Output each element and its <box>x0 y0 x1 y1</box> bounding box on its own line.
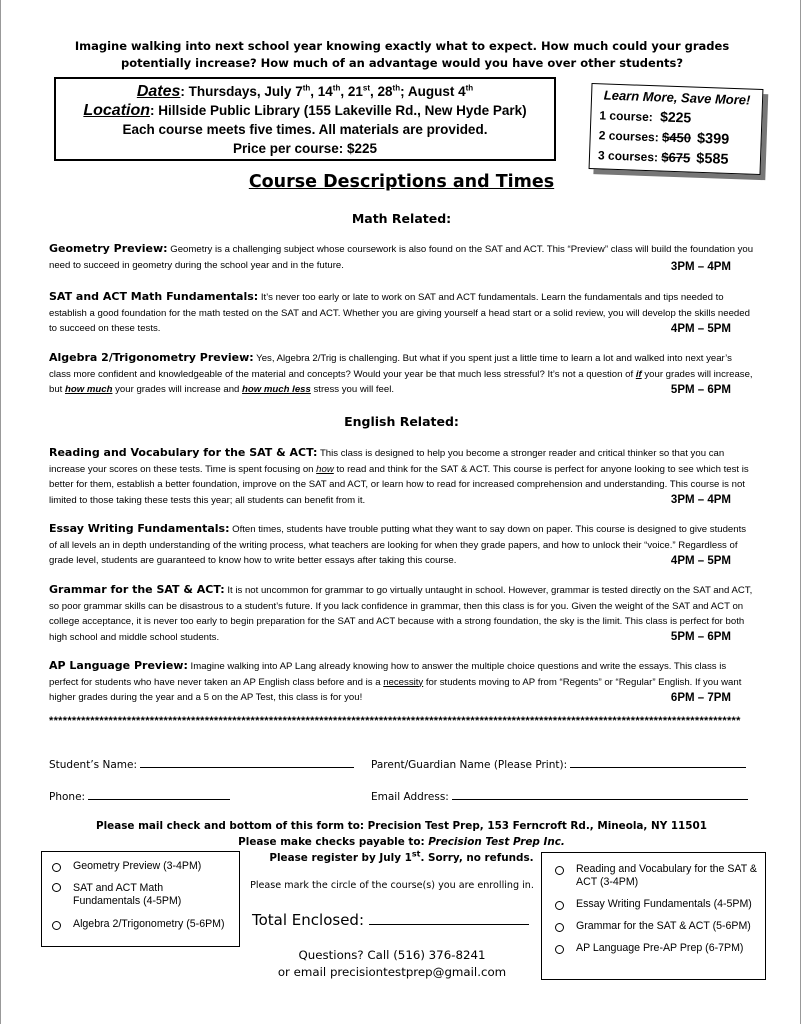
options-box-left <box>41 851 240 947</box>
location-value: : Hillside Public Library (155 Lakeville Rd., New Hyde Park) <box>150 103 527 118</box>
course-ap-desc-b: for students moving to AP from “Regents” or “Regular” English. If you want higher grades during the year and a 5 on the AP Test, this class is for you! <box>49 676 742 703</box>
dates-value: : Thursdays, July 7th, 14th, 21st, 28th; August 4th <box>180 83 474 99</box>
option-grammar-label: Grammar for the SAT & ACT (5-6PM) <box>576 920 751 932</box>
pricing-heading: Learn More, Save More! <box>603 87 751 108</box>
pricing-row-3 <box>598 145 753 170</box>
course-algebra-em-1: if <box>635 368 642 380</box>
email-field[interactable] <box>371 789 748 803</box>
math-heading: Math Related: <box>351 211 452 226</box>
course-sat-math-time: 4PM – 5PM <box>667 322 731 338</box>
parent-name-line[interactable] <box>570 757 746 768</box>
email-label: Email Address: <box>371 791 449 803</box>
course-essay-name: Essay Writing Fundamentals: <box>49 522 230 535</box>
pricing-row-2-old: $450 <box>661 129 692 146</box>
pricing-box <box>589 83 764 175</box>
course-sat-math-desc: It’s never too early or late to work on SAT and ACT fundamentals. Learn the fundamentals and tips needed to establish a good foundation for the math tested on the SAT and ACT. Whether you are giving yourself a head start or a solid review, you will develop the skills needed to succeed on these tests. <box>49 292 750 334</box>
phone-line[interactable] <box>88 789 230 800</box>
payable-line <box>1 834 801 850</box>
course-reading-desc-a: This class is designed to help you become a stronger reader and critical thinker so that you can increase your scores on these tests. Time is spent focusing on <box>49 448 725 475</box>
total-enclosed-line[interactable] <box>369 910 529 925</box>
course-algebra <box>49 350 755 398</box>
option-sat-math-label: SAT and ACT Math Fundamentals (4-5PM) <box>73 882 182 907</box>
course-sat-math <box>49 289 755 337</box>
pricing-row-3-old: $675 <box>661 149 691 166</box>
pricing-row-3-price: $585 <box>695 150 729 168</box>
course-algebra-desc-c: your grades will increase and <box>112 384 243 395</box>
questions-phone: Questions? Call (516) 376-8241 <box>298 948 486 962</box>
option-geometry-radio[interactable] <box>52 863 61 872</box>
option-ap-label: AP Language Pre-AP Prep (6-7PM) <box>576 942 744 954</box>
payable-name: Precision Test Prep Inc. <box>428 836 565 848</box>
payable-label: Please make checks payable to: <box>238 836 429 848</box>
option-sat-math-radio[interactable] <box>52 883 61 892</box>
english-heading: English Related: <box>344 414 459 429</box>
parent-name-label: Parent/Guardian Name (Please Print): <box>371 759 568 771</box>
divider-stars: ******************************************************************************************************************************************************* <box>49 715 741 727</box>
total-enclosed-label: Total Enclosed: <box>252 911 364 929</box>
course-essay-desc: Often times, students have trouble putting what they want to say down on paper. This course is designed to give students of all levels an in depth understanding of the writing process, what teachers are looking for when they grade papers, and how to unlock their “voice.” Regardless of grade level, students are guaranteed to know how to write better essays after taking this course. <box>49 524 747 566</box>
phone-label: Phone: <box>49 791 86 803</box>
pricing-row-2-price: $399 <box>696 130 730 148</box>
course-grammar-time: 5PM – 6PM <box>667 630 731 646</box>
course-reading-name: Reading and Vocabulary for the SAT & ACT: <box>49 446 318 459</box>
course-grammar-desc: It is not uncommon for grammar to go virtually untaught in school. However, grammar is tested directly on the SAT and ACT, so poor grammar skills can be disastrous to a student’s future. If you lack confidence in grammar, then this class is for you. Given the weight of the SAT and ACT on college acceptance, it is never too early to begin preparation for the SAT and ACT because with a strong foundation, the sky is the limit. This class is perfect for both high school and middle school students. <box>49 585 753 643</box>
course-ap <box>49 658 755 706</box>
parent-name-field[interactable] <box>371 757 746 771</box>
course-algebra-desc-a: Yes, Algebra 2/Trig is challenging. But what if you spent just a little time to learn a lot and walked into next year’s class more confident and knowledgeable of the material and concepts? Would your year be that much less stressful? It’s not a question of <box>49 353 732 380</box>
student-name-label: Student’s Name: <box>49 759 137 771</box>
course-reading-em-1: how <box>316 463 334 475</box>
option-reading-radio[interactable] <box>555 866 564 875</box>
course-ap-time: 6PM – 7PM <box>667 691 731 707</box>
meets-line: Each course meets five times. All materials are provided. <box>122 122 488 137</box>
location-label: Location <box>83 102 151 119</box>
intro-text <box>41 38 763 72</box>
dates-line <box>56 82 554 101</box>
student-name-line[interactable] <box>140 757 354 768</box>
register-deadline: Please register by July 1st. Sorry, no refunds. <box>269 849 534 864</box>
total-enclosed-field[interactable] <box>252 910 542 929</box>
option-ap-radio[interactable] <box>555 945 564 954</box>
page-title: Course Descriptions and Times <box>248 172 555 192</box>
mail-instructions: Please mail check and bottom of this form to: Precision Test Prep, 153 Ferncroft Rd., Mineola, NY 11501 <box>96 820 707 832</box>
course-reading <box>49 445 755 508</box>
course-grammar <box>49 582 755 645</box>
course-geometry-name: Geometry Preview: <box>49 242 168 255</box>
course-algebra-time: 5PM – 6PM <box>667 383 731 399</box>
course-geometry <box>49 241 755 275</box>
options-box-right <box>541 852 766 980</box>
course-geometry-time: 3PM – 4PM <box>667 260 731 276</box>
course-algebra-em-2: how much <box>65 384 113 395</box>
option-essay-label: Essay Writing Fundamentals (4-5PM) <box>576 898 752 910</box>
email-line[interactable] <box>452 789 748 800</box>
option-algebra-label: Algebra 2/Trigonometry (5-6PM) <box>73 918 225 930</box>
course-essay <box>49 521 755 569</box>
option-geometry-label: Geometry Preview (3-4PM) <box>73 860 202 872</box>
pricing-row-1-label: 1 course: <box>599 108 654 125</box>
intro-line-2: potentially increase? How much of an advantage would you have over other students? <box>120 56 684 70</box>
course-ap-desc-a: Imagine walking into AP Lang already knowing how to answer the multiple choice questions and write the essays. This class is perfect for students who have never taken an AP English class before and is a <box>49 661 727 688</box>
dates-location-box <box>54 77 556 161</box>
course-essay-time: 4PM – 5PM <box>667 554 731 570</box>
mark-instructions: Please mark the circle of the course(s) you are enrolling in. <box>250 880 534 891</box>
price-line: Price per course: $225 <box>232 141 378 156</box>
dates-label: Dates <box>136 83 181 100</box>
course-geometry-desc: Geometry is a challenging subject whose coursework is also found on the SAT and ACT. This “Preview” class will build the foundation you need to succeed in geometry during the school year and in the future. <box>49 244 754 271</box>
course-grammar-name: Grammar for the SAT & ACT: <box>49 583 225 596</box>
pricing-row-1-price: $225 <box>659 108 692 126</box>
student-name-field[interactable] <box>49 757 354 771</box>
option-algebra-radio[interactable] <box>52 921 61 930</box>
pricing-row-3-label: 3 courses: <box>597 148 659 165</box>
course-algebra-desc-b: your grades will increase, but <box>49 368 753 395</box>
pricing-row-2-label: 2 courses: <box>598 128 659 145</box>
option-essay-radio[interactable] <box>555 901 564 910</box>
course-reading-time: 3PM – 4PM <box>667 493 731 509</box>
course-ap-em-1: necessity <box>383 676 424 688</box>
course-ap-name: AP Language Preview: <box>49 659 188 672</box>
course-reading-desc-b: to read and think for the SAT & ACT. This course is perfect for anyone looking to see which test is better for them, establish a better foundation, improve on the SAT and ACT, or learn how to read for increased comprehension and understanding. This course is not limited to those taking these tests this year; all students can benefit from it. <box>49 463 749 506</box>
course-sat-math-name: SAT and ACT Math Fundamentals: <box>49 290 259 303</box>
course-algebra-desc-d: stress you will feel. <box>310 384 395 395</box>
option-reading-label: Reading and Vocabulary for the SAT & ACT (3-4PM) <box>576 863 757 888</box>
intro-line-1: Imagine walking into next school year knowing exactly what to expect. How much could your grades <box>74 39 730 53</box>
location-line <box>56 101 554 120</box>
course-algebra-name: Algebra 2/Trigonometry Preview: <box>49 351 254 364</box>
option-grammar-radio[interactable] <box>555 923 564 932</box>
course-algebra-em-3: how much less <box>242 384 311 395</box>
questions-email: or email precisiontestprep@gmail.com <box>277 965 507 979</box>
phone-field[interactable] <box>49 789 230 803</box>
